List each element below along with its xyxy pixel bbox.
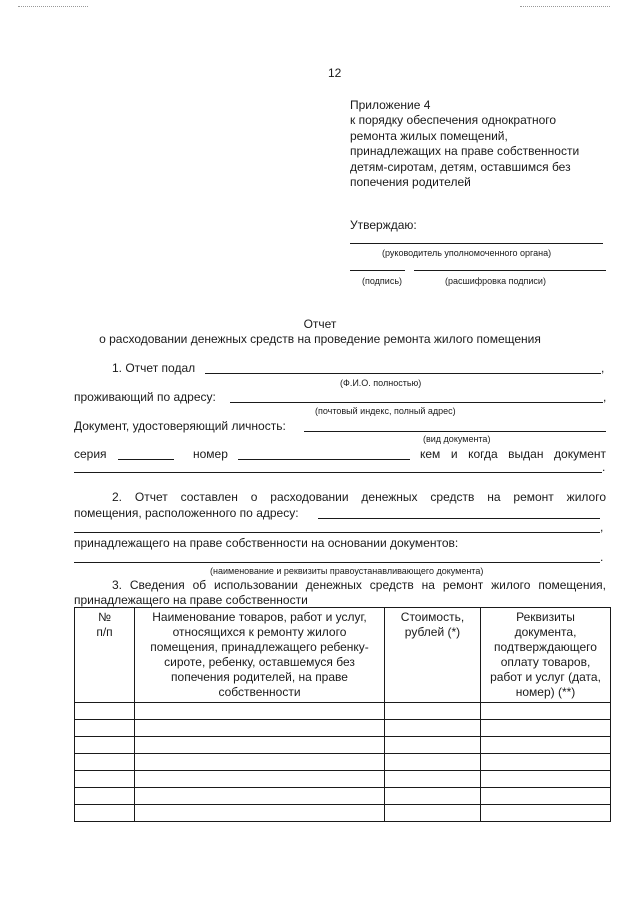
- punct-comma: ,: [601, 361, 605, 375]
- table-cell[interactable]: [481, 754, 611, 771]
- id-document-label: Документ, удостоверяющий личность:: [74, 419, 286, 433]
- table-row: [75, 703, 611, 720]
- table-body: [75, 703, 611, 822]
- header-text: Наименование товаров, работ и услуг,: [152, 610, 367, 624]
- table-cell[interactable]: [385, 737, 481, 754]
- header-cost: [385, 608, 481, 703]
- appendix-line: попечения родителей: [350, 175, 471, 190]
- series-field[interactable]: [118, 459, 174, 460]
- table-cell[interactable]: [75, 788, 135, 805]
- table-cell[interactable]: [135, 737, 385, 754]
- header-text: рублей (*): [404, 625, 461, 639]
- header-text: работ и услуг (дата,: [490, 670, 601, 684]
- section2-address-label: помещения, расположенного по адресу:: [74, 506, 299, 520]
- table-cell[interactable]: [385, 805, 481, 822]
- table-cell[interactable]: [75, 737, 135, 754]
- header-name: [135, 608, 385, 703]
- header-num: [75, 608, 135, 703]
- signature-line[interactable]: [350, 270, 405, 271]
- table-cell[interactable]: [481, 720, 611, 737]
- table-cell[interactable]: [385, 754, 481, 771]
- header-text: документа,: [514, 625, 577, 639]
- ownership-docs-field[interactable]: [74, 562, 600, 563]
- punct-comma: ,: [603, 390, 607, 404]
- header-text: относящихся к ремонту жилого: [172, 625, 347, 639]
- section2-address-field[interactable]: [318, 518, 600, 519]
- address-caption: (почтовый индекс, полный адрес): [315, 406, 456, 416]
- header-text: п/п: [96, 625, 113, 639]
- scan-artifact: [18, 6, 88, 7]
- scan-artifact: [520, 6, 610, 7]
- appendix-block: [350, 98, 579, 190]
- series-label: серия: [74, 447, 107, 461]
- approval-title: Утверждаю:: [350, 218, 417, 232]
- section2-intro: 2. Отчет составлен о расходовании денежных средств на ремонт жилого: [112, 490, 606, 504]
- header-text: подтверждающего: [494, 640, 597, 654]
- table-cell[interactable]: [75, 754, 135, 771]
- table-cell[interactable]: [135, 771, 385, 788]
- id-document-field[interactable]: [304, 431, 606, 432]
- table-cell[interactable]: [135, 788, 385, 805]
- table-cell[interactable]: [135, 720, 385, 737]
- issued-by-label: кем и когда выдан документ: [420, 447, 606, 461]
- number-field[interactable]: [238, 459, 410, 460]
- number-label: номер: [193, 447, 228, 461]
- appendix-line: Приложение 4: [350, 98, 431, 112]
- table-header-row: [75, 608, 611, 703]
- header-text: попечения родителей, на праве: [171, 670, 348, 684]
- report-subtitle: о расходовании денежных средств на проведение ремонта жилого помещения: [99, 332, 541, 346]
- docs-caption: (наименование и реквизиты правоустанавливающего документа): [210, 566, 484, 576]
- table-row: [75, 754, 611, 771]
- table-cell[interactable]: [385, 703, 481, 720]
- header-text: помещения, принадлежащего ребенку-: [150, 640, 369, 654]
- address-field[interactable]: [230, 402, 603, 403]
- header-text: номер) (**): [515, 685, 576, 699]
- signature-caption: (подпись): [362, 276, 403, 286]
- table-cell[interactable]: [135, 805, 385, 822]
- table-cell[interactable]: [385, 788, 481, 805]
- appendix-line: ремонта жилых помещений,: [350, 128, 508, 143]
- header-text: оплату товаров,: [500, 655, 591, 669]
- decipher-caption: (расшифровка подписи): [445, 276, 546, 286]
- punct-period: .: [600, 550, 604, 564]
- table-cell[interactable]: [481, 788, 611, 805]
- section2-address-field-2[interactable]: [74, 532, 600, 533]
- page-number: 12: [328, 66, 342, 80]
- table-cell[interactable]: [385, 771, 481, 788]
- decipher-line[interactable]: [414, 270, 606, 271]
- appendix-line: принадлежащих на праве собственности: [350, 144, 580, 159]
- table-cell[interactable]: [135, 703, 385, 720]
- filed-by-label: 1. Отчет подал: [112, 361, 196, 375]
- table-cell[interactable]: [75, 805, 135, 822]
- head-caption: (руководитель уполномоченного органа): [382, 248, 552, 258]
- header-text: собственности: [218, 685, 301, 699]
- punct-period: .: [602, 460, 606, 474]
- header-text: Стоимость,: [400, 610, 465, 624]
- section3-intro-2: принадлежащего на праве собственности: [74, 593, 308, 607]
- table-cell[interactable]: [481, 737, 611, 754]
- header-text: Реквизиты: [516, 610, 575, 624]
- section3-intro: 3. Сведения об использовании денежных средств на ремонт жилого помещения,: [112, 578, 606, 592]
- table-cell[interactable]: [135, 754, 385, 771]
- appendix-line: к порядку обеспечения однократного: [350, 113, 557, 128]
- header-text: №: [98, 610, 111, 624]
- table-row: [75, 720, 611, 737]
- head-signature-line[interactable]: [350, 243, 603, 244]
- owned-label: принадлежащего на праве собственности на основании документов:: [74, 536, 459, 550]
- table-cell[interactable]: [481, 703, 611, 720]
- table-cell[interactable]: [75, 703, 135, 720]
- punct-comma: ,: [600, 520, 604, 534]
- address-label: проживающий по адресу:: [74, 390, 216, 404]
- fio-caption: (Ф.И.О. полностью): [340, 378, 422, 388]
- issued-by-field[interactable]: [74, 472, 602, 473]
- appendix-line: детям-сиротам, детям, оставшимся без: [350, 159, 571, 174]
- table-row: [75, 737, 611, 754]
- table-cell[interactable]: [481, 771, 611, 788]
- table-row: [75, 788, 611, 805]
- table-cell[interactable]: [385, 720, 481, 737]
- header-text: сироте, ребенку, оставшемуся без: [164, 655, 355, 669]
- doc-type-caption: (вид документа): [423, 434, 491, 444]
- expenses-table: [74, 607, 611, 822]
- report-title: Отчет: [303, 317, 337, 331]
- table-cell[interactable]: [75, 771, 135, 788]
- table-cell[interactable]: [481, 805, 611, 822]
- table-row: [75, 771, 611, 788]
- fio-field[interactable]: [205, 373, 601, 374]
- table-row: [75, 805, 611, 822]
- table-cell[interactable]: [75, 720, 135, 737]
- header-requisites: [481, 608, 611, 703]
